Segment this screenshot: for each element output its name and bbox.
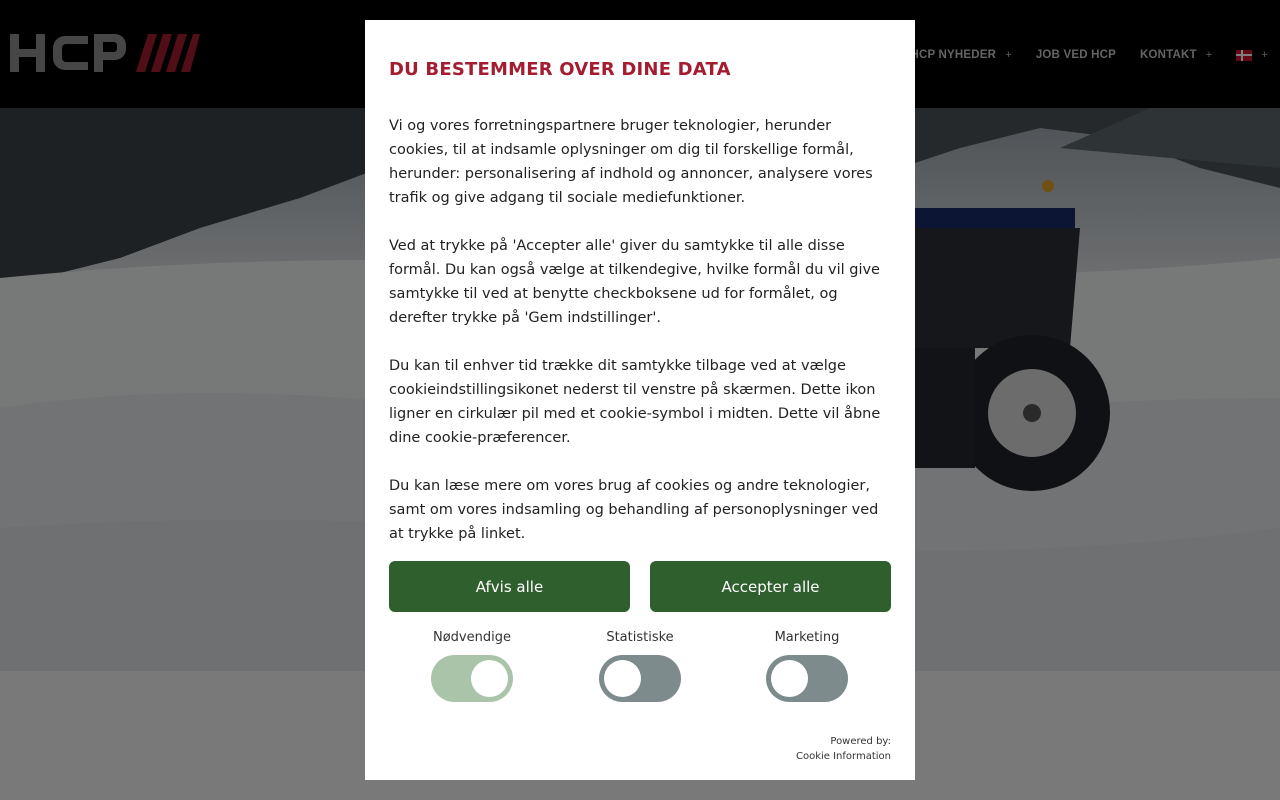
category-label: Statistiske — [606, 630, 674, 645]
accept-all-button[interactable]: Accepter alle — [650, 561, 891, 612]
consent-categories — [389, 630, 891, 710]
consent-paragraph: Du kan læse mere om vores brug af cookies og andre teknologier, samt om vores indsamling og behandling af personoplysninger ved at trykke på linket. — [389, 478, 879, 542]
toggle-knob — [471, 660, 508, 697]
dialog-title: DU BESTEMMER OVER DINE DATA — [389, 59, 731, 80]
cookie-consent-dialog — [365, 20, 915, 780]
consent-buttons — [389, 561, 891, 612]
powered-by-label: Powered by: — [830, 736, 891, 747]
toggle-knob — [604, 660, 641, 697]
consent-paragraph: Du kan til enhver tid trække dit samtykke tilbage ved at vælge cookieindstillingsikonet nederst til venstre på skærmen. Dette ikon ligner en cirkulær pil med et cookie-symbol i midten. Dette vil åbne dine cookie-præferencer. — [389, 358, 881, 446]
statistics-toggle[interactable] — [599, 655, 681, 702]
consent-paragraph: Ved at trykke på 'Accepter alle' giver du samtykke til alle disse formål. Du kan også vælge at tilkendegive, hvilke formål du vil give samtykke til ved at benytte checkboksene ud for formålet, og derefter trykke på 'Gem indstillinger'. — [389, 238, 880, 326]
powered-by-link[interactable]: Cookie Information — [795, 751, 891, 762]
category-statistics — [580, 630, 700, 702]
consent-paragraph: Vi og vores forretningspartnere bruger teknologier, herunder cookies, til at indsamle oplysninger om dig til forskellige formål, herunder: personalisering af indhold og annoncer, analysere vores trafik og give adgang til sociale mediefunktioner. — [389, 118, 873, 206]
category-label: Nødvendige — [433, 630, 511, 645]
category-label: Marketing — [774, 630, 840, 645]
marketing-toggle[interactable] — [766, 655, 848, 702]
toggle-knob — [771, 660, 808, 697]
category-marketing — [747, 630, 867, 702]
dialog-body — [389, 114, 894, 546]
necessary-toggle[interactable] — [431, 655, 513, 702]
category-necessary — [412, 630, 532, 702]
powered-by — [796, 734, 891, 764]
reject-all-button[interactable]: Afvis alle — [389, 561, 630, 612]
